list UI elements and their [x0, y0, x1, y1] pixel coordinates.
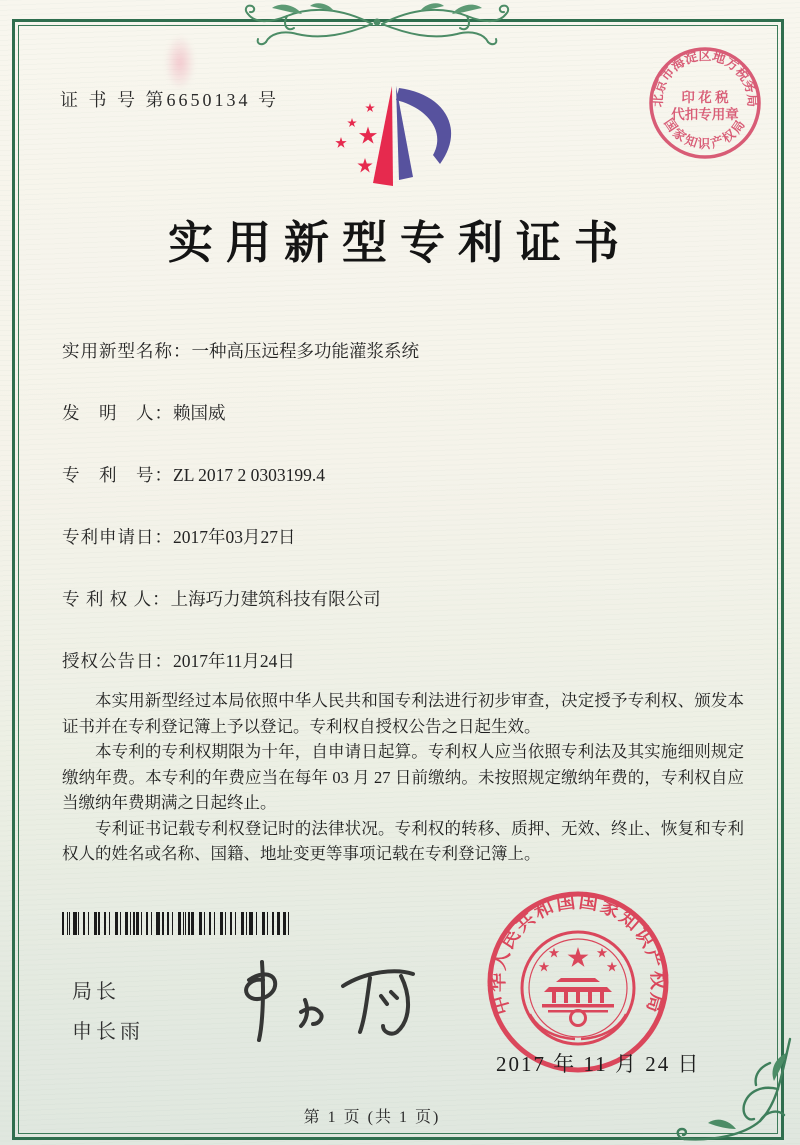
field-value: 赖国威 — [173, 403, 226, 423]
field-utility-model-name — [62, 338, 740, 361]
field-value: 上海巧力建筑科技有限公司 — [170, 589, 381, 609]
field-label: 发 明 人： — [62, 403, 173, 423]
director-signature — [205, 948, 425, 1053]
barcode — [62, 912, 293, 935]
field-label: 专 利 号： — [62, 465, 173, 485]
stamp-center-line2: 代扣专用章 — [671, 107, 739, 122]
stamp-center-line1: 印 花 税 — [681, 90, 729, 105]
field-value: 2017年11月24日 — [173, 651, 295, 671]
national-emblem-icon — [522, 932, 634, 1044]
director-name: 申长雨 — [72, 1021, 144, 1043]
field-patentee — [62, 586, 740, 609]
field-label: 专利申请日： — [62, 527, 173, 547]
field-value: 2017年03月27日 — [173, 527, 296, 547]
signature-block — [72, 972, 144, 1052]
field-label: 授权公告日： — [62, 651, 173, 671]
paragraph-register: 专利证书记载专利权登记时的法律状况。专利权的转移、质押、无效、终止、恢复和专利权人的姓名或名称、国籍、地址变更等事项记载在专利登记簿上。 — [62, 818, 744, 863]
field-value: ZL 2017 2 0303199.4 — [173, 465, 325, 485]
field-label: 实用新型名称： — [62, 341, 192, 361]
stamp-arc-top-text: 北京市海淀区地方税务局 — [649, 48, 761, 108]
field-patent-number — [62, 462, 740, 485]
field-filing-date — [62, 524, 740, 547]
field-value: 一种高压远程多功能灌浆系统 — [191, 341, 419, 361]
certificate-fields — [62, 338, 740, 710]
field-label: 专 利 权 人： — [62, 589, 171, 609]
certificate-title: 实用新型专利证书 — [167, 218, 632, 268]
stamp-arc-bottom-text: 国家知识产权局 — [661, 116, 749, 151]
director-title: 局长 — [72, 981, 120, 1003]
paragraph-grant: 本实用新型经过本局依照中华人民共和国专利法进行初步审查，决定授予专利权、颁发本证书并在专利登记簿上予以登记。专利权自授权公告之日起生效。 — [62, 691, 744, 736]
seal-arc-text: 中华人民共和国国家知识产权局 — [487, 891, 669, 1017]
cnipa-logo — [322, 80, 472, 200]
seal-date: 2017 年 11 月 24 日 — [496, 1052, 701, 1076]
field-grant-date — [62, 648, 740, 671]
legal-text — [62, 688, 744, 867]
pink-ink-smudge — [165, 35, 195, 90]
certificate-number: 证 书 号 第6650134 号 — [60, 90, 279, 110]
page-number: 第 1 页 (共 1 页) — [303, 1109, 441, 1126]
tax-stamp-seal — [645, 43, 765, 163]
paragraph-term-fees: 本专利的专利权期限为十年，自申请日起算。专利权人应当依照专利法及其实施细则规定缴纳年费。本专利的年费应当在每年 03 月 27 日前缴纳。未按照规定缴纳年费的，专利权自应当缴纳年费期满之日起终止。 — [62, 742, 744, 812]
top-border-ornament-icon — [242, 0, 512, 50]
field-inventor — [62, 400, 740, 423]
